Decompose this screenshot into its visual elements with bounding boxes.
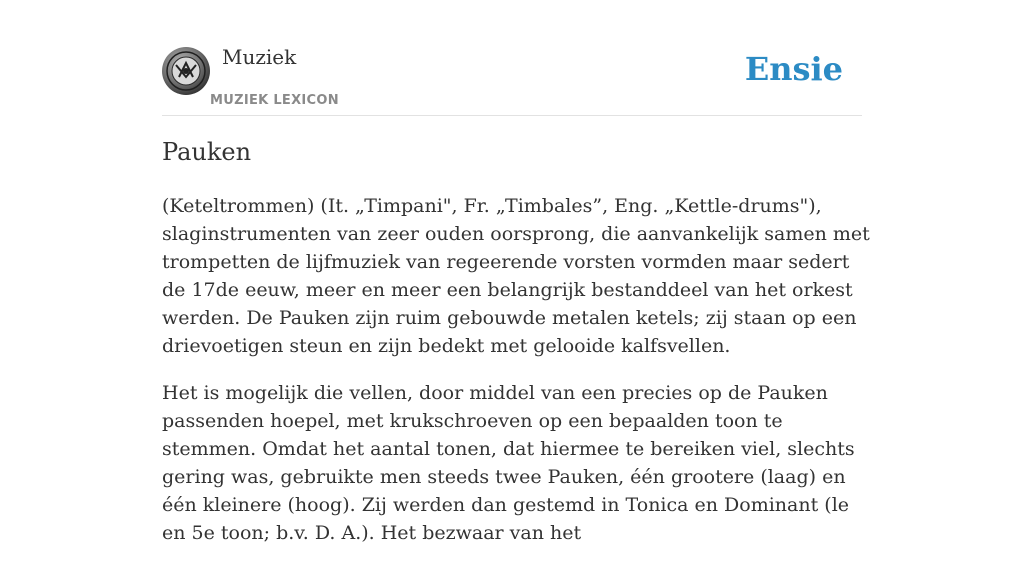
paragraph: Het is mogelijk die vellen, door middel van een precies op de Pauken passenden hoepel, met krukschroeven op een bepaalden toon te stemmen. Omdat het aantal tonen, dat hiermee te bereiken viel, slechts gering was, gebruikte men steeds twee Pauken, één grootere (laag) en één kleinere (hoog). Zij werden dan gestemd in Tonica en Dominant (le en 5e toon; b.v. D. A.). Het bezwaar van het (162, 382, 855, 544)
brand-logo-link[interactable]: Ensie (744, 50, 843, 88)
music-emblem-icon[interactable] (162, 47, 210, 95)
source-name[interactable]: Muziek (222, 45, 297, 69)
site-header (162, 40, 862, 116)
source-subtitle[interactable]: MUZIEK LEXICON (210, 93, 339, 108)
article-body (162, 192, 872, 566)
paragraph: (Keteltrommen) (It. „Timpani", Fr. „Timbales”, Eng. „Kettle-drums"), slaginstrumenten van zeer ouden oorsprong, die aanvankelijk samen met trompetten de lijfmuziek van regeerende vorsten vormden maar sedert de 17de eeuw, meer en meer een belangrijk bestanddeel van het orkest werden. De Pauken zijn ruim gebouwde metalen ketels; zij staan op een drievoetigen steun en zijn bedekt met gelooide kalfsvellen. (162, 195, 870, 357)
page-title: Pauken (162, 138, 252, 166)
